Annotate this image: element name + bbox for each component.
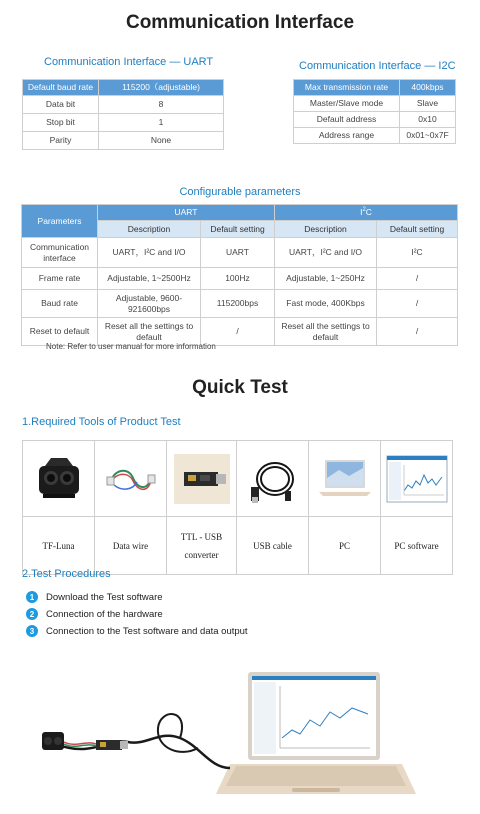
table-cell: Address range <box>294 128 400 144</box>
tool-label: USB cable <box>237 517 309 575</box>
table-cell: 8 <box>99 96 224 114</box>
table-cell: 0x10 <box>400 112 456 128</box>
tool-image-cell <box>167 441 237 517</box>
table-header-cell: Default setting <box>201 221 275 238</box>
config-table <box>21 204 458 346</box>
table-cell: Stop bit <box>23 114 99 132</box>
step-number-badge: 2 <box>26 608 38 620</box>
table-cell: None <box>99 132 224 150</box>
table-row <box>23 517 453 575</box>
tools-table <box>22 440 453 575</box>
quick-test-title: Quick Test <box>192 377 288 398</box>
step-number-badge: 3 <box>26 625 38 637</box>
table-cell: Fast mode, 400Kbps <box>275 290 377 318</box>
data-wire-icon <box>100 448 162 510</box>
table-cell: Adjustable, 9600-921600bps <box>98 290 201 318</box>
tool-label: PC <box>309 517 381 575</box>
table-cell: 1 <box>99 114 224 132</box>
table-row <box>294 80 456 96</box>
step-text: Connection to the Test software and data output <box>46 625 248 637</box>
table-cell: Data bit <box>23 96 99 114</box>
table-row <box>22 238 458 268</box>
tool-image-cell <box>309 441 381 517</box>
tool-image-cell <box>381 441 453 517</box>
laptop-icon <box>314 448 376 510</box>
table-cell: 115200（adjustable) <box>99 80 224 96</box>
table-row <box>294 96 456 112</box>
table-cell: 400kbps <box>400 80 456 96</box>
table-row <box>294 112 456 128</box>
table-cell: Parity <box>23 132 99 150</box>
table-cell: 100Hz <box>201 268 275 290</box>
tool-image-cell <box>95 441 167 517</box>
table-header-cell: Parameters <box>22 205 98 238</box>
page-title: Communication Interface <box>125 12 355 33</box>
table-cell: / <box>201 318 275 346</box>
table-cell: Reset all the settings to default <box>98 318 201 346</box>
table-row <box>23 80 224 96</box>
step-number-badge: 1 <box>26 591 38 603</box>
tf-luna-sensor-icon <box>28 448 90 510</box>
table-cell: UART <box>201 238 275 268</box>
tool-label: PC software <box>381 517 453 575</box>
table-row <box>23 441 453 517</box>
table-row <box>23 114 224 132</box>
table-cell: Max transmission rate <box>294 80 400 96</box>
table-cell: Adjustable, 1~250Hz <box>275 268 377 290</box>
step-item <box>26 625 248 637</box>
table-cell: Default address <box>294 112 400 128</box>
table-cell: / <box>377 268 458 290</box>
step-item <box>26 608 163 620</box>
table-cell: Frame rate <box>22 268 98 290</box>
tool-label: TTL - USB converter <box>167 517 237 575</box>
i2c-section-title: Communication Interface — I2C <box>299 60 456 72</box>
table-cell: Baud rate <box>22 290 98 318</box>
table-cell: UART，I²C and I/O <box>98 238 201 268</box>
config-section-title: Configurable parameters <box>179 186 301 198</box>
tools-section-title: 1.Required Tools of Product Test <box>22 416 181 428</box>
table-cell: Master/Slave mode <box>294 96 400 112</box>
footnote: Note: Refer to user manual for more information <box>46 342 216 351</box>
table-cell: 115200bps <box>201 290 275 318</box>
tool-label: Data wire <box>95 517 167 575</box>
hardware-connection-illustration <box>30 668 430 808</box>
step-item <box>26 591 163 603</box>
table-header-cell: Description <box>98 221 201 238</box>
table-header-cell: Description <box>275 221 377 238</box>
uart-table <box>22 79 224 150</box>
table-cell: Default baud rate <box>23 80 99 96</box>
table-header-cell: UART <box>98 205 275 221</box>
table-cell: Slave <box>400 96 456 112</box>
tool-image-cell <box>237 441 309 517</box>
table-cell: Adjustable, 1~2500Hz <box>98 268 201 290</box>
table-cell: / <box>377 290 458 318</box>
tool-label: TF-Luna <box>23 517 95 575</box>
table-row <box>22 205 458 221</box>
software-window-icon <box>386 448 448 510</box>
table-cell: I²C <box>377 238 458 268</box>
table-cell: 0x01~0x7F <box>400 128 456 144</box>
table-cell: Reset all the settings to default <box>275 318 377 346</box>
table-cell: Reset to default <box>22 318 98 346</box>
table-cell: UART，I²C and I/O <box>275 238 377 268</box>
table-header-cell: $I^2C$ <box>275 205 458 221</box>
table-row <box>294 128 456 144</box>
step-text: Connection of the hardware <box>46 608 163 620</box>
procedures-section-title: 2.Test Procedures <box>22 568 111 580</box>
usb-cable-icon <box>242 448 304 510</box>
tool-image-cell <box>23 441 95 517</box>
table-cell: / <box>377 318 458 346</box>
table-cell: Communication interface <box>22 238 98 268</box>
i2c-table <box>293 79 456 144</box>
table-row <box>23 96 224 114</box>
uart-section-title: Communication Interface — UART <box>44 56 214 68</box>
table-row <box>22 268 458 290</box>
table-row <box>23 132 224 150</box>
step-text: Download the Test software <box>46 591 163 603</box>
table-header-cell: Default setting <box>377 221 458 238</box>
table-row <box>22 290 458 318</box>
usb-converter-icon <box>171 448 233 510</box>
